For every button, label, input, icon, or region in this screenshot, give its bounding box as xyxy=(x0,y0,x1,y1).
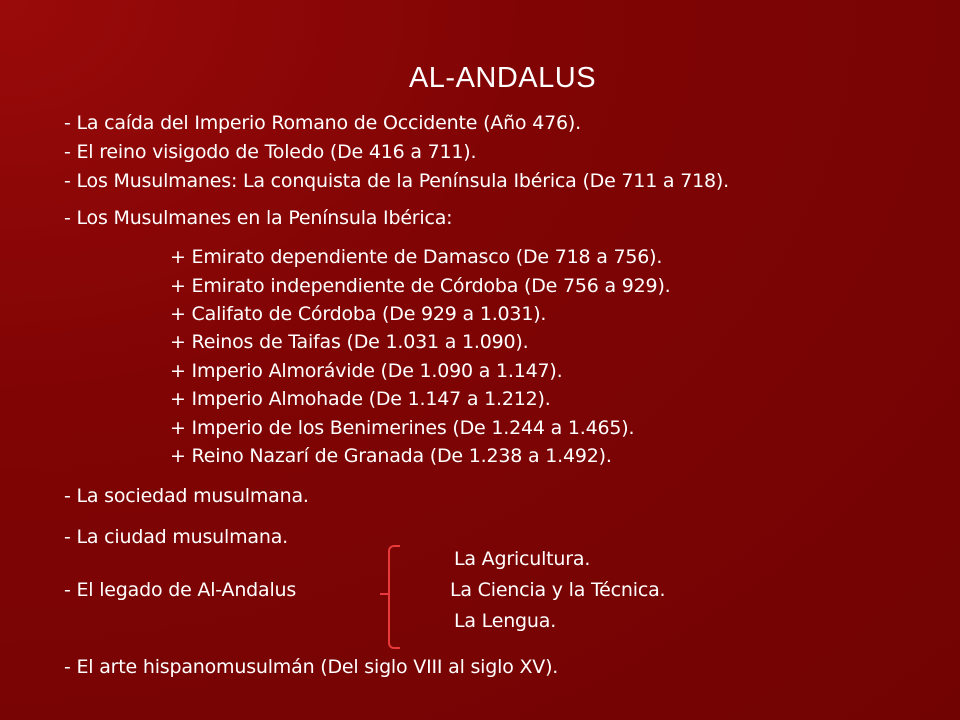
list-item-art: - El arte hispanomusulmán (Del siglo VIII al siglo XV). xyxy=(64,656,559,678)
sub-item-emirate-damascus: + Emirato dependiente de Damasco (De 718 a 756). xyxy=(170,246,663,268)
sub-item-benimerines: + Imperio de los Benimerines (De 1.244 a 1.465). xyxy=(170,417,635,439)
legacy-branch-agriculture: La Agricultura. xyxy=(454,548,591,570)
list-item-muslim-conquest: - Los Musulmanes: La conquista de la Península Ibérica (De 711 a 718). xyxy=(64,170,729,192)
slide-title: AL-ANDALUS xyxy=(408,62,597,94)
sub-item-nasrid: + Reino Nazarí de Granada (De 1.238 a 1.492). xyxy=(170,445,612,467)
legacy-branch-language: La Lengua. xyxy=(454,610,557,632)
sub-item-almohad: + Imperio Almohade (De 1.147 a 1.212). xyxy=(170,388,551,410)
sub-item-taifas: + Reinos de Taifas (De 1.031 a 1.090). xyxy=(170,331,529,353)
list-item-roman-empire: - La caída del Imperio Romano de Occidente (Año 476). xyxy=(64,112,581,134)
sub-item-almoravid: + Imperio Almorávide (De 1.090 a 1.147). xyxy=(170,360,563,382)
list-item-legacy: - El legado de Al-Andalus xyxy=(64,579,297,601)
list-item-city: - La ciudad musulmana. xyxy=(64,526,288,548)
sub-item-caliphate-cordoba: + Califato de Córdoba (De 929 a 1.031). xyxy=(170,303,547,325)
legacy-branch-science: La Ciencia y la Técnica. xyxy=(450,579,666,601)
list-item-muslims-in-peninsula: - Los Musulmanes en la Península Ibérica: xyxy=(64,207,453,229)
sub-item-emirate-cordoba: + Emirato independiente de Córdoba (De 756 a 929). xyxy=(170,275,671,297)
list-item-visigoth-kingdom: - El reino visigodo de Toledo (De 416 a 711). xyxy=(64,141,477,163)
legacy-bracket xyxy=(388,545,400,649)
list-item-society: - La sociedad musulmana. xyxy=(64,485,309,507)
